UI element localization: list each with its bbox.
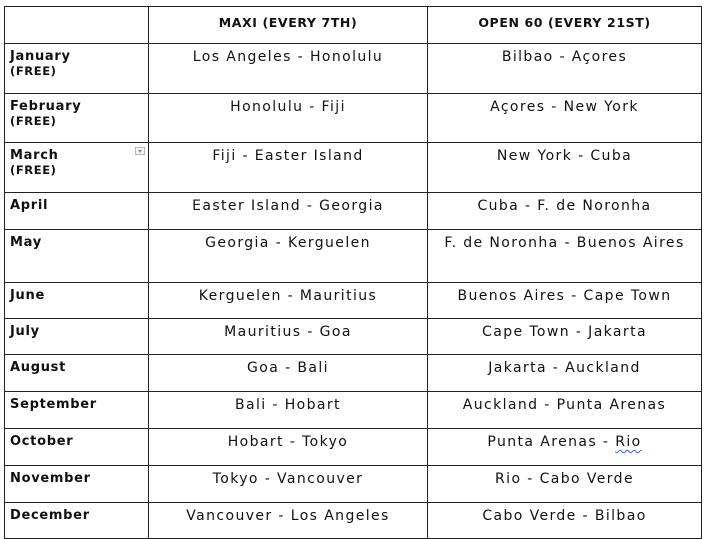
maxi-route-cell[interactable]: Bali - Hobart (149, 392, 428, 429)
header-row (5, 7, 702, 44)
open60-route-cell[interactable]: F. de Noronha - Buenos Aires (428, 230, 702, 283)
month-cell[interactable] (5, 283, 149, 319)
maxi-route-cell[interactable]: Los Angeles - Honolulu (149, 44, 428, 94)
month-label: November (10, 471, 91, 486)
month-cell[interactable] (5, 44, 149, 94)
maxi-route-cell[interactable]: Hobart - Tokyo (149, 429, 428, 466)
table-row (5, 503, 702, 539)
month-cell[interactable] (5, 466, 149, 503)
month-label: December (10, 508, 90, 523)
header-cell-month[interactable] (5, 7, 149, 44)
maxi-route-cell[interactable]: Georgia - Kerguelen (149, 230, 428, 283)
month-cell[interactable] (5, 143, 149, 193)
maxi-route-cell[interactable]: Honolulu - Fiji (149, 94, 428, 143)
table-row (5, 283, 702, 319)
open60-route-cell[interactable]: Rio - Cabo Verde (428, 466, 702, 503)
month-label: March (10, 148, 59, 163)
open60-route-cell[interactable]: Cabo Verde - Bilbao (428, 503, 702, 539)
maxi-route-cell[interactable]: Tokyo - Vancouver (149, 466, 428, 503)
month-cell[interactable] (5, 429, 149, 466)
dropdown-arrow-icon[interactable] (135, 147, 145, 155)
month-label: October (10, 434, 74, 449)
open60-route-cell[interactable] (428, 429, 702, 466)
month-cell[interactable] (5, 503, 149, 539)
table-row (5, 94, 702, 143)
open60-route-cell[interactable]: New York - Cuba (428, 143, 702, 193)
month-label: July (10, 324, 40, 339)
race-schedule-table (4, 6, 702, 539)
maxi-route-cell[interactable]: Vancouver - Los Angeles (149, 503, 428, 539)
open60-route-cell[interactable]: Cape Town - Jakarta (428, 319, 702, 355)
table-row (5, 319, 702, 355)
open60-route-cell[interactable]: Auckland - Punta Arenas (428, 392, 702, 429)
table-row (5, 429, 702, 466)
month-cell[interactable] (5, 230, 149, 283)
table-row (5, 392, 702, 429)
free-note: (FREE) (10, 114, 57, 128)
month-label: January (10, 49, 71, 64)
month-label: February (10, 99, 82, 114)
month-cell[interactable] (5, 193, 149, 230)
spellcheck-flagged-word[interactable]: Rio (615, 434, 642, 450)
month-cell[interactable] (5, 319, 149, 355)
table-row (5, 143, 702, 193)
open60-route-text: Punta Arenas - (487, 434, 616, 450)
month-label: August (10, 360, 67, 375)
month-cell[interactable] (5, 355, 149, 392)
month-label: September (10, 397, 97, 412)
maxi-route-cell[interactable]: Mauritius - Goa (149, 319, 428, 355)
maxi-route-cell[interactable]: Kerguelen - Mauritius (149, 283, 428, 319)
open60-route-cell[interactable]: Buenos Aires - Cape Town (428, 283, 702, 319)
month-label: May (10, 235, 42, 250)
free-note: (FREE) (10, 163, 57, 177)
maxi-route-cell[interactable]: Goa - Bali (149, 355, 428, 392)
open60-route-cell[interactable]: Bilbao - Açores (428, 44, 702, 94)
month-label: June (10, 288, 45, 303)
month-cell[interactable] (5, 94, 149, 143)
open60-route-cell[interactable]: Cuba - F. de Noronha (428, 193, 702, 230)
table-row (5, 230, 702, 283)
maxi-route-cell[interactable]: Fiji - Easter Island (149, 143, 428, 193)
month-cell[interactable] (5, 392, 149, 429)
open60-route-cell[interactable]: Jakarta - Auckland (428, 355, 702, 392)
header-cell-open60[interactable]: OPEN 60 (EVERY 21ST) (428, 7, 702, 44)
table-row (5, 466, 702, 503)
header-cell-maxi[interactable]: MAXI (EVERY 7TH) (149, 7, 428, 44)
table-row (5, 193, 702, 230)
table-row (5, 44, 702, 94)
open60-route-cell[interactable]: Açores - New York (428, 94, 702, 143)
maxi-route-cell[interactable]: Easter Island - Georgia (149, 193, 428, 230)
month-label: April (10, 198, 49, 213)
free-note: (FREE) (10, 64, 57, 78)
table-row (5, 355, 702, 392)
